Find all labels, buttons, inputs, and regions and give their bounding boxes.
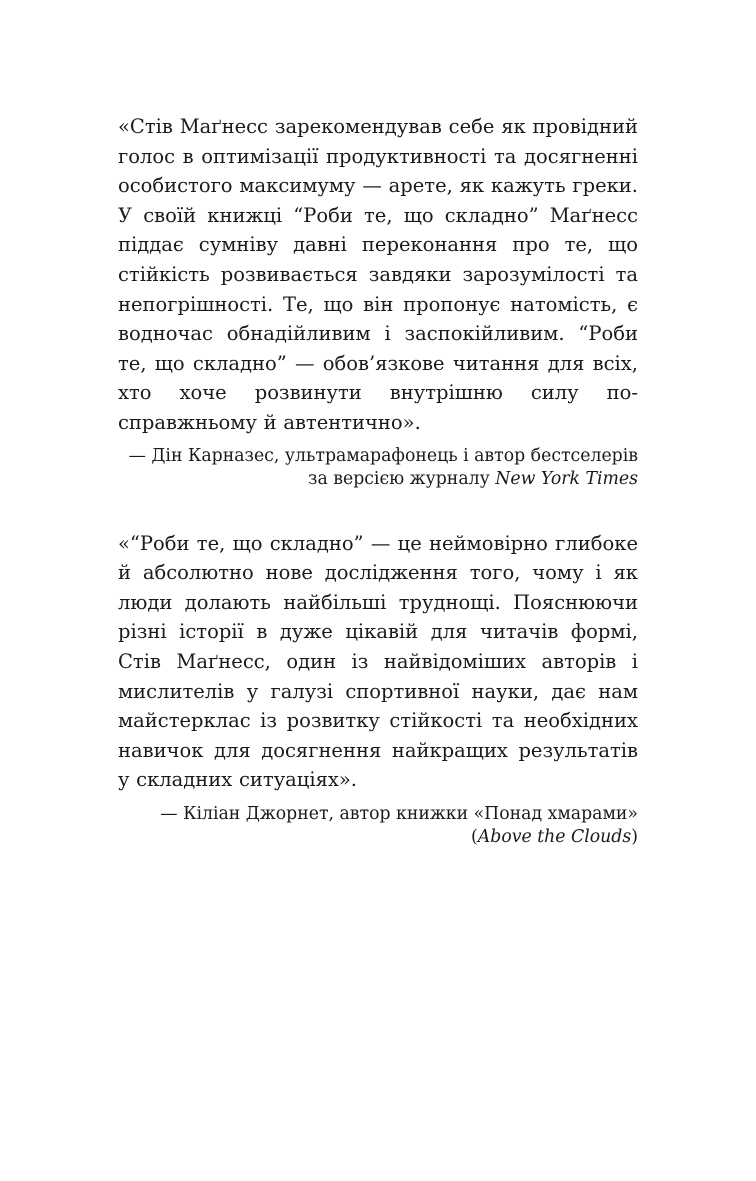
blurb-2-attribution-source-prefix: (	[471, 827, 478, 848]
blurb-2-attribution-source-title: Above the Clouds	[477, 827, 632, 848]
blurb-1-attribution-source	[118, 468, 638, 492]
blurb-1-attribution-source-title: New York Times	[495, 469, 638, 490]
blurb-2-attribution-source	[118, 826, 638, 850]
blurb-1-attribution	[118, 445, 638, 492]
blurb-2-attribution-author: — Кіліан Джорнет, автор книжки «Понад хмарами»	[160, 803, 638, 824]
blurb-2-quote: «“Роби те, що складно” — це неймовірно глибоке й абсолютно нове дослідження того, чому і як люди долають найбільші труднощі. Пояснюючи різні історії в дуже цікавій для читачів формі, Стів Маґнесс, один із найвідоміших авторів і мислителів у галузі спортивної науки, дає нам майстерклас із розвитку стійкості та необхідних навичок для досягнення найкращих результатів у складних ситуаціях».	[118, 531, 638, 792]
blurb-2-attribution-source-suffix: )	[631, 827, 638, 848]
blurb-1-attribution-author: — Дін Карназес, ультрамарафонець і автор бестселерів	[128, 445, 638, 466]
blurb-1	[118, 112, 638, 492]
blurb-2-attribution	[118, 803, 638, 850]
blurb-1-quote: «Стів Маґнесс зарекомендував себе як провідний голос в оптимізації продуктивності та досягненні особистого максимуму — арете, як кажуть греки. У своїй книжці “Роби те, що складно” Маґнесс піддає сумніву давні переконання про те, що стійкість розвивається завдяки зарозумілості та непогрішності. Те, що він пропонує натомість, є водночас обнадійливим і заспокійливим. “Роби те, що складно” — обов’язкове читання для всіх, хто хоче розвинути внутрішню силу по-справжньому й автентично».	[118, 115, 638, 434]
blurb-2	[118, 529, 638, 850]
page-content	[118, 112, 638, 850]
blurb-1-attribution-source-prefix: за версією журналу	[308, 469, 496, 490]
